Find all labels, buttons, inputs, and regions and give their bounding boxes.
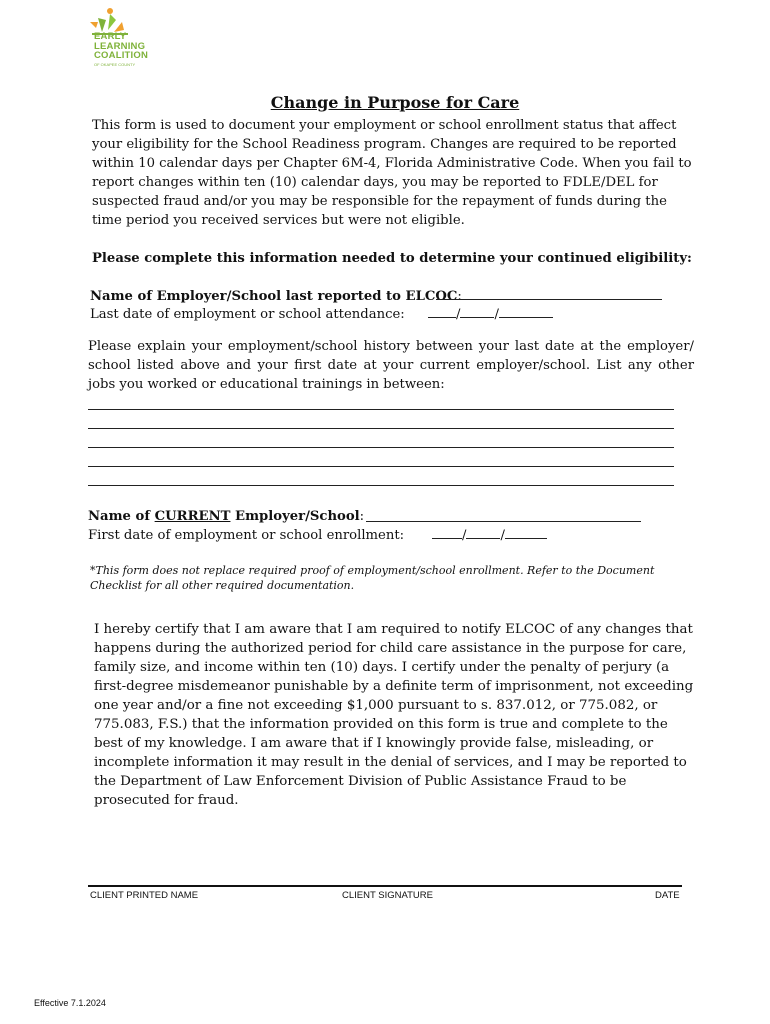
first-date-year[interactable] — [505, 526, 547, 539]
first-date-sep-2: / — [500, 528, 505, 543]
effective-date: Effective 7.1.2024 — [34, 998, 106, 1008]
intro-paragraph: This form is used to document your employment or school enrollment status that affect your eligibility for the School Readiness program. Changes are required to be reported within 10 calendar days per Chapter 6M-4, Florida Administrative Code. When you fail to report changes within ten (10) calendar days, you may be reported to FDLE/DEL for suspected fraud and/or you may be responsible for the repayment of funds during the time period you received services but were not eligible. — [92, 118, 692, 228]
logo-line-3: COALITION — [94, 50, 149, 62]
coalition-logo — [88, 6, 152, 74]
history-line-1[interactable] — [88, 409, 674, 410]
date-label: DATE — [655, 890, 680, 901]
last-date-month[interactable] — [428, 305, 456, 318]
certification-paragraph: I hereby certify that I am aware that I am required to notify ELCOC of any changes that happens during the authorized period for child care assistance in the purpose for care, family size, and income within ten (10) days. I certify under the penalty of perjury (a first-degree misdemeanor punishable by a definite term of imprisonment, not exceeding one year and/or a fine not exceeding $1,000 pursuant to s. 837.012, or 775.082, or 775.083, F.S.) that the information provided on this form is true and complete to the best of my knowledge. I am aware that if I knowingly provide false, misleading, or incomplete information it may result in the denial of services, and I may be reported to the Department of Law Enforcement Division of Public Assistance Fraud to be prosecuted for fraud. — [94, 622, 694, 808]
current-employer-suffix: Employer/School — [230, 509, 360, 524]
employer-last-field[interactable] — [436, 299, 662, 300]
last-date-sep-1: / — [456, 307, 461, 322]
current-employer-field[interactable] — [366, 521, 641, 522]
history-line-5[interactable] — [88, 485, 674, 486]
client-signature-label: CLIENT SIGNATURE — [342, 890, 433, 901]
employer-last-row — [90, 287, 462, 306]
documentation-note: *This form does not replace required proof of employment/school enrollment. Refer to the Document Checklist for all other required documentation. — [90, 564, 655, 592]
first-date-day[interactable] — [466, 526, 500, 539]
logo-line-1: EARLY — [94, 31, 127, 42]
last-date-year[interactable] — [499, 305, 553, 318]
employer-last-label: Name of Employer/School last reported to ELCOC — [90, 289, 458, 304]
current-employer-prefix: Name of — [88, 509, 155, 524]
client-printed-name-label: CLIENT PRINTED NAME — [90, 890, 199, 901]
logo-line-2: LEARNING — [94, 40, 146, 52]
first-date-label: First date of employment or school enrollment: — [88, 528, 405, 543]
employer-last-colon: : — [457, 289, 462, 304]
history-line-4[interactable] — [88, 466, 674, 467]
current-employer-row — [88, 507, 364, 526]
last-date-field[interactable] — [428, 305, 553, 324]
history-prompt: Please explain your employment/school history between your last date at the employer/ school listed above and your first date at your current employer/school. List any other jobs you worked or educational trainings in between: — [88, 339, 694, 392]
signature-line[interactable] — [88, 885, 682, 887]
history-line-3[interactable] — [88, 447, 674, 448]
logo-subtext: OF OKAPEE COUNTY — [94, 62, 136, 67]
current-employer-colon: : — [359, 509, 365, 524]
history-line-2[interactable] — [88, 428, 674, 429]
current-emphasis: CURRENT — [154, 509, 231, 524]
last-date-sep-2: / — [494, 307, 499, 322]
first-date-field[interactable] — [432, 526, 547, 545]
page-title: Change in Purpose for Care — [270, 93, 520, 112]
instruction-heading: Please complete this information needed to determine your continued eligibility: — [92, 251, 692, 266]
last-date-label: Last date of employment or school attendance: — [90, 307, 405, 322]
first-date-sep-1: / — [462, 528, 467, 543]
first-date-month[interactable] — [432, 526, 462, 539]
logo-wordmark — [94, 32, 148, 61]
last-date-day[interactable] — [460, 305, 494, 318]
